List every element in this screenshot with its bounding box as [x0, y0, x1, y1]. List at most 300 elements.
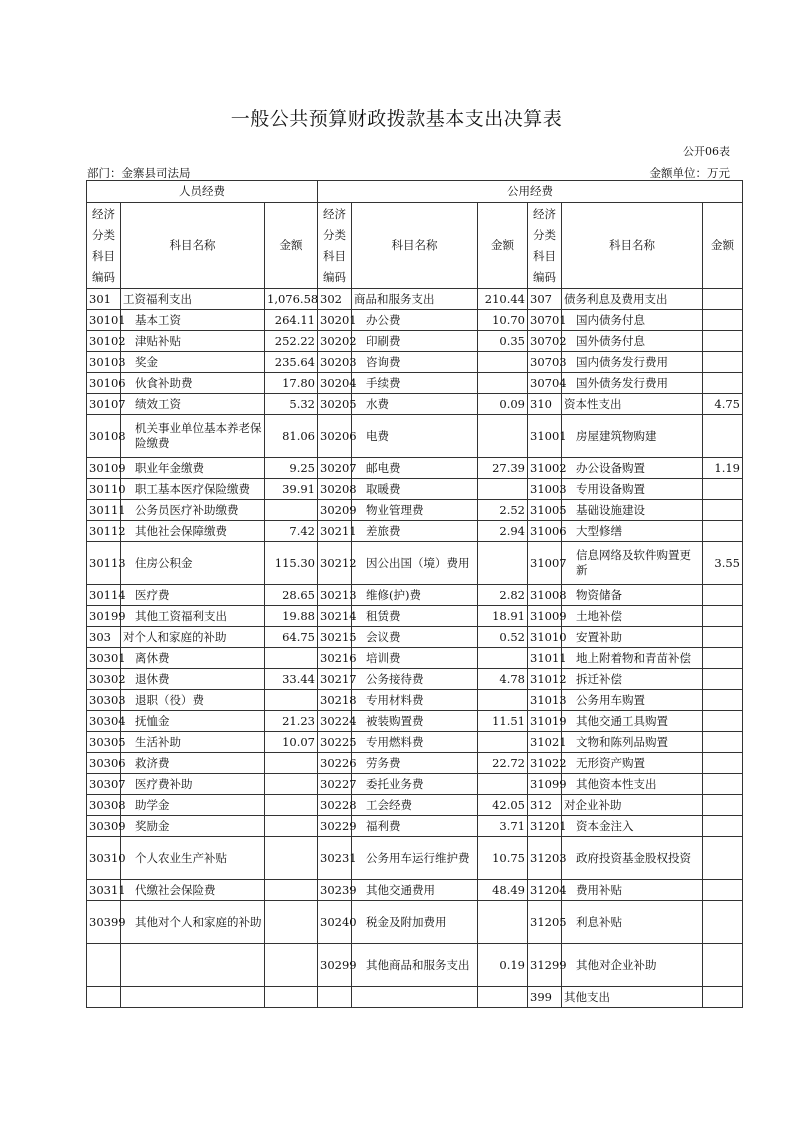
code-cell: 31013: [528, 690, 562, 711]
code-cell: 30201: [318, 310, 352, 331]
name-cell: 咨询费: [352, 352, 478, 373]
code-cell: 30217: [318, 669, 352, 690]
code-cell: 30112: [87, 521, 121, 542]
name-cell: 房屋建筑物购建: [562, 415, 703, 458]
code-cell: 30215: [318, 627, 352, 648]
amount-cell: [703, 901, 743, 944]
code-cell: 31299: [528, 944, 562, 987]
amount-cell: [265, 987, 318, 1008]
name-cell: 职工基本医疗保险缴费: [121, 479, 265, 500]
code-cell: 30231: [318, 837, 352, 880]
name-cell: 其他交通费用: [352, 880, 478, 901]
name-cell: 国外债务发行费用: [562, 373, 703, 394]
code-cell: 30228: [318, 795, 352, 816]
column-header-row: [87, 203, 743, 289]
table-row: [87, 880, 743, 901]
amount-cell: [478, 690, 528, 711]
code-cell: 30309: [87, 816, 121, 837]
name-cell: [121, 944, 265, 987]
name-cell: 商品和服务支出: [352, 289, 478, 310]
name-cell: 利息补贴: [562, 901, 703, 944]
name-cell: 因公出国（境）费用: [352, 542, 478, 585]
amount-cell: 2.82: [478, 585, 528, 606]
amount-cell: 2.52: [478, 500, 528, 521]
name-cell: 工会经费: [352, 795, 478, 816]
code-cell: 30212: [318, 542, 352, 585]
amount-cell: [703, 415, 743, 458]
table-row: [87, 627, 743, 648]
name-cell: 债务利息及费用支出: [562, 289, 703, 310]
code-cell: 31007: [528, 542, 562, 585]
amount-cell: [478, 732, 528, 753]
amount-cell: [265, 690, 318, 711]
name-cell: 津贴补贴: [121, 331, 265, 352]
amount-cell: 27.39: [478, 458, 528, 479]
name-cell: 国内债务付息: [562, 310, 703, 331]
code-cell: 30308: [87, 795, 121, 816]
code-header: 经济分类科目编码: [87, 203, 121, 289]
amount-cell: [478, 648, 528, 669]
code-cell: 30108: [87, 415, 121, 458]
amount-cell: 10.70: [478, 310, 528, 331]
amount-cell: [478, 352, 528, 373]
table-row: [87, 837, 743, 880]
amount-cell: 42.05: [478, 795, 528, 816]
amount-cell: [703, 373, 743, 394]
amount-cell: [703, 816, 743, 837]
name-cell: 政府投资基金股权投资: [562, 837, 703, 880]
amount-cell: [478, 774, 528, 795]
name-cell: 办公费: [352, 310, 478, 331]
code-cell: 31019: [528, 711, 562, 732]
name-cell: 维修(护)费: [352, 585, 478, 606]
code-cell: 30304: [87, 711, 121, 732]
table-row: [87, 542, 743, 585]
table-row: [87, 479, 743, 500]
code-cell: 30307: [87, 774, 121, 795]
code-cell: 31203: [528, 837, 562, 880]
name-cell: 费用补贴: [562, 880, 703, 901]
amount-unit-label: 金额单位：万元: [649, 166, 730, 180]
amount-cell: 18.91: [478, 606, 528, 627]
name-cell: 电费: [352, 415, 478, 458]
amount-cell: 22.72: [478, 753, 528, 774]
code-cell: 30704: [528, 373, 562, 394]
name-cell: 伙食补助费: [121, 373, 265, 394]
code-cell: 30107: [87, 394, 121, 415]
name-cell: 被装购置费: [352, 711, 478, 732]
amount-cell: 48.49: [478, 880, 528, 901]
table-row: [87, 987, 743, 1008]
code-header: 经济分类科目编码: [318, 203, 352, 289]
name-cell: 大型修缮: [562, 521, 703, 542]
amount-cell: 210.44: [478, 289, 528, 310]
table-row: [87, 669, 743, 690]
code-cell: 30203: [318, 352, 352, 373]
name-cell: 生活补助: [121, 732, 265, 753]
name-cell: 物资储备: [562, 585, 703, 606]
name-cell: 其他资本性支出: [562, 774, 703, 795]
name-cell: 绩效工资: [121, 394, 265, 415]
code-cell: 307: [528, 289, 562, 310]
group-header-row: [87, 181, 743, 203]
code-cell: 30239: [318, 880, 352, 901]
table-row: [87, 458, 743, 479]
code-cell: 31002: [528, 458, 562, 479]
name-cell: 其他社会保障缴费: [121, 521, 265, 542]
name-cell: 其他交通工具购置: [562, 711, 703, 732]
name-cell: [352, 987, 478, 1008]
amount-cell: [265, 880, 318, 901]
code-cell: 30310: [87, 837, 121, 880]
name-cell: 其他支出: [562, 987, 703, 1008]
name-cell: 专用燃料费: [352, 732, 478, 753]
name-cell: 其他商品和服务支出: [352, 944, 478, 987]
code-cell: 30103: [87, 352, 121, 373]
name-cell: 代缴社会保险费: [121, 880, 265, 901]
amount-header: 金额: [478, 203, 528, 289]
code-cell: 31006: [528, 521, 562, 542]
code-cell: 30209: [318, 500, 352, 521]
name-cell: 救济费: [121, 753, 265, 774]
amount-cell: [703, 521, 743, 542]
table-row: [87, 816, 743, 837]
code-header: 经济分类科目编码: [528, 203, 562, 289]
name-cell: 医疗费补助: [121, 774, 265, 795]
code-cell: 30302: [87, 669, 121, 690]
code-cell: 301: [87, 289, 121, 310]
code-cell: 30229: [318, 816, 352, 837]
amount-cell: [265, 795, 318, 816]
name-cell: 拆迁补偿: [562, 669, 703, 690]
code-cell: 30701: [528, 310, 562, 331]
amount-cell: 4.78: [478, 669, 528, 690]
code-cell: 30218: [318, 690, 352, 711]
name-cell: 安置补助: [562, 627, 703, 648]
amount-cell: 115.30: [265, 542, 318, 585]
amount-cell: [703, 987, 743, 1008]
name-cell: 抚恤金: [121, 711, 265, 732]
amount-cell: [703, 352, 743, 373]
amount-cell: [478, 542, 528, 585]
code-cell: 30113: [87, 542, 121, 585]
name-header: 科目名称: [121, 203, 265, 289]
table-row: [87, 606, 743, 627]
amount-cell: [265, 753, 318, 774]
amount-cell: [265, 944, 318, 987]
amount-cell: 252.22: [265, 331, 318, 352]
code-cell: 31205: [528, 901, 562, 944]
code-cell: 30206: [318, 415, 352, 458]
amount-cell: 10.75: [478, 837, 528, 880]
table-row: [87, 331, 743, 352]
name-cell: 离休费: [121, 648, 265, 669]
name-cell: 公务接待费: [352, 669, 478, 690]
code-cell: 30311: [87, 880, 121, 901]
expenditure-table: [86, 180, 743, 1008]
amount-cell: 3.55: [703, 542, 743, 585]
name-cell: 委托业务费: [352, 774, 478, 795]
table-row: [87, 373, 743, 394]
name-cell: 机关事业单位基本养老保险缴费: [121, 415, 265, 458]
name-cell: 退职（役）费: [121, 690, 265, 711]
amount-cell: 264.11: [265, 310, 318, 331]
table-row: [87, 711, 743, 732]
name-cell: 无形资产购置: [562, 753, 703, 774]
amount-cell: [478, 901, 528, 944]
amount-cell: [703, 310, 743, 331]
amount-cell: 28.65: [265, 585, 318, 606]
amount-cell: [703, 774, 743, 795]
name-cell: 会议费: [352, 627, 478, 648]
amount-cell: [478, 479, 528, 500]
name-cell: 奖励金: [121, 816, 265, 837]
name-cell: 助学金: [121, 795, 265, 816]
code-cell: [87, 987, 121, 1008]
report-title: 一般公共预算财政拨款基本支出决算表: [230, 108, 563, 130]
amount-cell: [703, 711, 743, 732]
amount-cell: [265, 837, 318, 880]
amount-cell: [703, 880, 743, 901]
table-row: [87, 500, 743, 521]
amount-cell: [703, 500, 743, 521]
name-cell: 办公设备购置: [562, 458, 703, 479]
name-cell: 其他对个人和家庭的补助: [121, 901, 265, 944]
amount-cell: [265, 901, 318, 944]
table-row: [87, 415, 743, 458]
code-cell: 30207: [318, 458, 352, 479]
code-cell: 30240: [318, 901, 352, 944]
code-cell: 310: [528, 394, 562, 415]
code-cell: 31022: [528, 753, 562, 774]
amount-cell: 21.23: [265, 711, 318, 732]
code-cell: 30109: [87, 458, 121, 479]
table-row: [87, 648, 743, 669]
code-cell: 30213: [318, 585, 352, 606]
amount-cell: 4.75: [703, 394, 743, 415]
amount-cell: 64.75: [265, 627, 318, 648]
table-row: [87, 774, 743, 795]
code-cell: 31005: [528, 500, 562, 521]
name-cell: 住房公积金: [121, 542, 265, 585]
amount-cell: 11.51: [478, 711, 528, 732]
code-cell: 30110: [87, 479, 121, 500]
name-cell: 退休费: [121, 669, 265, 690]
public-group-header: 公用经费: [318, 181, 743, 203]
amount-cell: 0.35: [478, 331, 528, 352]
amount-cell: [703, 669, 743, 690]
code-cell: 30204: [318, 373, 352, 394]
amount-cell: 39.91: [265, 479, 318, 500]
name-cell: 其他对企业补助: [562, 944, 703, 987]
amount-cell: [703, 627, 743, 648]
name-cell: 国内债务发行费用: [562, 352, 703, 373]
name-header: 科目名称: [562, 203, 703, 289]
table-row: [87, 585, 743, 606]
name-cell: 对企业补助: [562, 795, 703, 816]
code-cell: 302: [318, 289, 352, 310]
amount-cell: [703, 289, 743, 310]
name-cell: 国外债务付息: [562, 331, 703, 352]
amount-cell: 0.19: [478, 944, 528, 987]
amount-cell: 2.94: [478, 521, 528, 542]
table-row: [87, 690, 743, 711]
amount-cell: [265, 500, 318, 521]
amount-cell: 0.52: [478, 627, 528, 648]
amount-cell: [703, 732, 743, 753]
name-cell: 奖金: [121, 352, 265, 373]
name-cell: 职业年金缴费: [121, 458, 265, 479]
code-cell: [318, 987, 352, 1008]
code-cell: 31204: [528, 880, 562, 901]
table-row: [87, 901, 743, 944]
table-row: [87, 753, 743, 774]
amount-cell: [478, 987, 528, 1008]
name-cell: 公务员医疗补助缴费: [121, 500, 265, 521]
code-cell: 312: [528, 795, 562, 816]
code-cell: 30216: [318, 648, 352, 669]
amount-cell: [703, 606, 743, 627]
amount-cell: 3.71: [478, 816, 528, 837]
name-cell: 地上附着物和青苗补偿: [562, 648, 703, 669]
name-cell: 工资福利支出: [121, 289, 265, 310]
code-cell: 303: [87, 627, 121, 648]
table-row: [87, 310, 743, 331]
name-cell: 邮电费: [352, 458, 478, 479]
amount-cell: [703, 690, 743, 711]
amount-cell: 81.06: [265, 415, 318, 458]
name-cell: 信息网络及软件购置更新: [562, 542, 703, 585]
name-cell: 对个人和家庭的补助: [121, 627, 265, 648]
name-cell: 印刷费: [352, 331, 478, 352]
amount-cell: 5.32: [265, 394, 318, 415]
name-cell: 资本性支出: [562, 394, 703, 415]
code-cell: 399: [528, 987, 562, 1008]
code-cell: 31201: [528, 816, 562, 837]
table-row: [87, 521, 743, 542]
code-cell: 30102: [87, 331, 121, 352]
amount-cell: [703, 585, 743, 606]
code-cell: 30225: [318, 732, 352, 753]
name-cell: 专用设备购置: [562, 479, 703, 500]
amount-header: 金额: [703, 203, 743, 289]
amount-cell: [265, 648, 318, 669]
department-label: 部门：金寨县司法局: [87, 166, 191, 180]
amount-header: 金额: [265, 203, 318, 289]
name-cell: 水费: [352, 394, 478, 415]
amount-cell: [703, 479, 743, 500]
code-cell: 31009: [528, 606, 562, 627]
name-cell: [121, 987, 265, 1008]
name-cell: 物业管理费: [352, 500, 478, 521]
name-cell: 土地补偿: [562, 606, 703, 627]
name-cell: 劳务费: [352, 753, 478, 774]
amount-cell: 9.25: [265, 458, 318, 479]
name-cell: 手续费: [352, 373, 478, 394]
table-row: [87, 394, 743, 415]
amount-cell: 0.09: [478, 394, 528, 415]
code-cell: 31012: [528, 669, 562, 690]
code-cell: 31003: [528, 479, 562, 500]
name-cell: 基本工资: [121, 310, 265, 331]
name-cell: 公务用车购置: [562, 690, 703, 711]
name-cell: 取暖费: [352, 479, 478, 500]
code-cell: 30299: [318, 944, 352, 987]
amount-cell: 1,076.58: [265, 289, 318, 310]
name-cell: 其他工资福利支出: [121, 606, 265, 627]
code-cell: 30106: [87, 373, 121, 394]
code-cell: 30303: [87, 690, 121, 711]
name-cell: 资本金注入: [562, 816, 703, 837]
amount-cell: [265, 774, 318, 795]
table-row: [87, 944, 743, 987]
name-cell: 个人农业生产补贴: [121, 837, 265, 880]
amount-cell: [265, 816, 318, 837]
amount-cell: 7.42: [265, 521, 318, 542]
name-cell: 培训费: [352, 648, 478, 669]
amount-cell: [703, 944, 743, 987]
code-cell: 30202: [318, 331, 352, 352]
name-cell: 差旅费: [352, 521, 478, 542]
amount-cell: 19.88: [265, 606, 318, 627]
code-cell: 31099: [528, 774, 562, 795]
code-cell: 30205: [318, 394, 352, 415]
code-cell: 30208: [318, 479, 352, 500]
name-cell: 租赁费: [352, 606, 478, 627]
name-cell: 税金及附加费用: [352, 901, 478, 944]
code-cell: 31008: [528, 585, 562, 606]
table-row: [87, 795, 743, 816]
code-cell: 30114: [87, 585, 121, 606]
amount-cell: 17.80: [265, 373, 318, 394]
table-row: [87, 352, 743, 373]
code-cell: [87, 944, 121, 987]
amount-cell: 33.44: [265, 669, 318, 690]
name-cell: 专用材料费: [352, 690, 478, 711]
amount-cell: [478, 373, 528, 394]
code-cell: 31001: [528, 415, 562, 458]
amount-cell: 1.19: [703, 458, 743, 479]
code-cell: 31010: [528, 627, 562, 648]
table-row: [87, 289, 743, 310]
code-cell: 31011: [528, 648, 562, 669]
table-row: [87, 732, 743, 753]
amount-cell: [703, 795, 743, 816]
name-cell: 医疗费: [121, 585, 265, 606]
code-cell: 30702: [528, 331, 562, 352]
code-cell: 30703: [528, 352, 562, 373]
name-cell: 文物和陈列品购置: [562, 732, 703, 753]
code-cell: 30224: [318, 711, 352, 732]
amount-cell: 235.64: [265, 352, 318, 373]
amount-cell: 10.07: [265, 732, 318, 753]
code-cell: 30101: [87, 310, 121, 331]
code-cell: 30399: [87, 901, 121, 944]
code-cell: 30211: [318, 521, 352, 542]
code-cell: 30227: [318, 774, 352, 795]
code-cell: 30111: [87, 500, 121, 521]
code-cell: 31021: [528, 732, 562, 753]
amount-cell: [703, 753, 743, 774]
code-cell: 30214: [318, 606, 352, 627]
amount-cell: [703, 648, 743, 669]
code-cell: 30301: [87, 648, 121, 669]
code-cell: 30305: [87, 732, 121, 753]
code-cell: 30306: [87, 753, 121, 774]
personnel-group-header: 人员经费: [87, 181, 318, 203]
name-cell: 基础设施建设: [562, 500, 703, 521]
form-number: 公开06表: [683, 145, 730, 158]
